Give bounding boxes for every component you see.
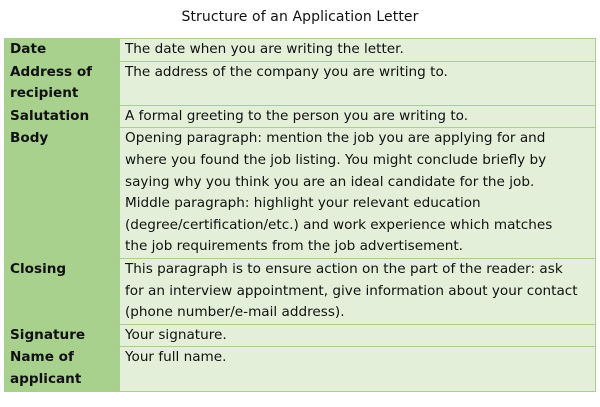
description-text: Opening paragraph: mention the job you are applying for and [125,130,546,147]
label-text: Signature [10,326,86,343]
description-text: (phone number/e-mail address). [125,304,345,321]
application-letter-table [4,38,596,392]
row-description [120,39,596,62]
label-text: recipient [10,85,79,102]
row-description [120,128,596,259]
table-row-closing [5,258,596,324]
row-label [5,61,120,105]
table-row-salutation [5,105,596,128]
table-row-name-of-applicant [5,347,596,391]
description-text: where you found the job listing. You might conclude briefly by [125,151,547,168]
table-row-signature [5,324,596,347]
label-text: Closing [10,260,67,277]
document-title: Structure of an Application Letter [181,9,419,25]
label-text: Address of [10,63,93,80]
label-text: Name of [10,349,74,366]
row-description [120,324,596,347]
label-text: Date [10,41,47,57]
description-text: The address of the company you are writing to. [125,63,448,80]
description-text: Your full name. [125,349,227,366]
description-text: saying why you think you are an ideal candidate for the job. [125,173,535,190]
row-label [5,347,120,391]
description-text: for an interview appointment, give information about your contact [125,282,578,299]
row-label [5,128,120,259]
description-text: Your signature. [125,326,227,343]
description-text: Middle paragraph: highlight your relevant education [125,195,481,212]
description-text: This paragraph is to ensure action on the part of the reader: ask [125,260,563,277]
table-row-date [5,39,596,62]
description-text: A formal greeting to the person you are writing to. [125,107,469,124]
label-text: applicant [10,370,82,387]
row-label [5,258,120,324]
row-description [120,347,596,391]
row-description [120,61,596,105]
row-label [5,105,120,128]
row-label [5,39,120,62]
description-text: The date when you are writing the letter. [125,41,404,57]
label-text: Salutation [10,107,90,124]
row-description [120,258,596,324]
description-text: (degree/certification/etc.) and work experience which matches [125,216,553,233]
row-label [5,324,120,347]
label-text: Body [10,130,49,147]
table-row-address-of-recipient [5,61,596,105]
table-row-body [5,128,596,259]
row-description [120,105,596,128]
description-text: the job requirements from the job advertisement. [125,238,463,255]
